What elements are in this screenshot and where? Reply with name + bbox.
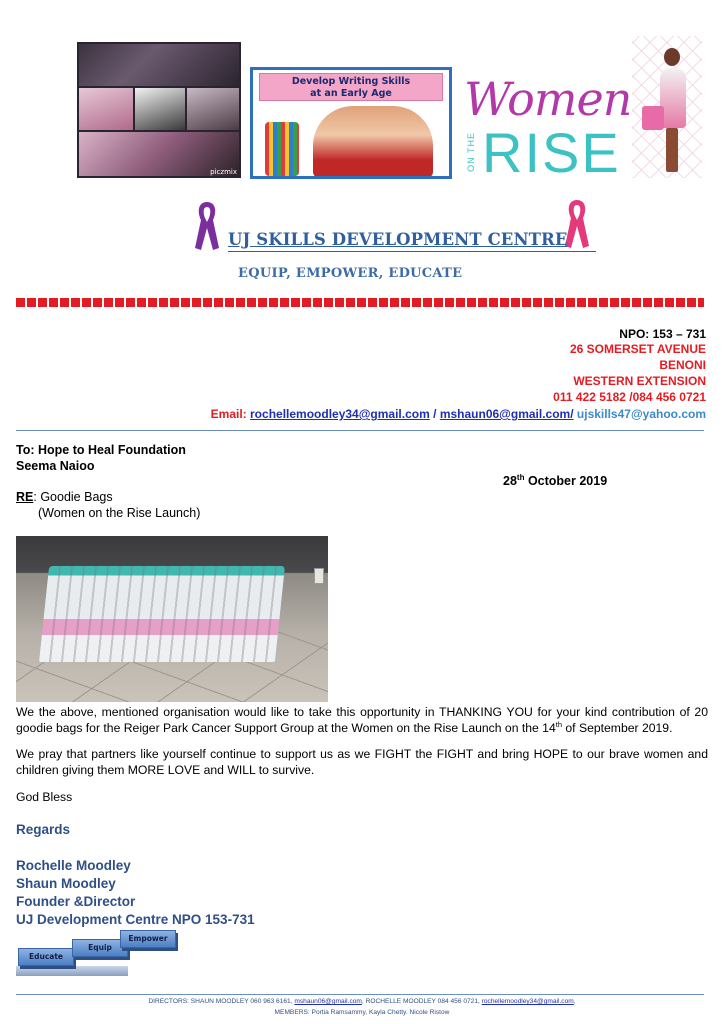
footer-directors xyxy=(0,998,724,1005)
subject-text: : Goodie Bags xyxy=(33,490,113,504)
para1-suffix: th xyxy=(555,719,563,729)
footer-directors-a: DIRECTORS: SHAUN MOODLEY 060 963 6161, xyxy=(148,998,295,1005)
collage-photo xyxy=(187,88,239,130)
collage-photo xyxy=(79,44,239,86)
pencil-cup-illustration xyxy=(265,122,299,176)
logo-on-the-text: ON THE xyxy=(466,132,476,172)
email-label: Email: xyxy=(210,407,247,421)
header-rule xyxy=(16,430,704,431)
shopping-bag-icon xyxy=(642,106,664,130)
footer-directors-b: , ROCHELLE MOODLEY 084 456 0721, xyxy=(361,998,482,1005)
writing-skills-caption xyxy=(259,73,443,101)
collage-photo xyxy=(135,88,185,130)
closing-blessing: God Bless xyxy=(16,790,73,804)
npo-number: NPO: 153 – 731 xyxy=(619,327,706,341)
footer-email-shaun[interactable]: mshaun06@gmail.com xyxy=(294,998,362,1005)
recipient-name: Seema Naioo xyxy=(16,459,95,473)
stairs-base xyxy=(16,966,128,976)
organisation-title: UJ SKILLS DEVELOPMENT CENTRE xyxy=(228,230,568,249)
date-suffix: th xyxy=(516,472,525,482)
collage-photo xyxy=(79,88,133,130)
address-city: BENONI xyxy=(659,358,706,372)
footer-email-rochelle[interactable]: rochellemoodley34@gmail.com xyxy=(481,998,574,1005)
footer-rule xyxy=(16,994,704,995)
signatory-role: Founder &Director xyxy=(16,894,136,909)
address-area: WESTERN EXTENSION xyxy=(573,374,706,388)
writing-caption-line2: at an Early Age xyxy=(310,88,392,99)
step-equip: Equip xyxy=(72,939,128,957)
support-paragraph: We pray that partners like yourself continue to support us as we FIGHT the FIGHT and bring HOPE to our brave women and children giving them MORE LOVE and WILL to survive. xyxy=(16,747,708,777)
title-underline xyxy=(228,251,596,252)
email-link-rochelle[interactable]: rochellemoodley34@gmail.com xyxy=(250,407,430,421)
phone-numbers: 011 422 5182 /084 456 0721 xyxy=(553,390,706,404)
letter-date xyxy=(503,474,607,488)
logo-women-text: Women xyxy=(464,72,632,126)
child-writing-illustration xyxy=(313,106,433,178)
subject-label: RE xyxy=(16,490,34,504)
red-divider-bar xyxy=(16,298,704,307)
step-empower: Empower xyxy=(120,930,176,948)
para1-end: of September 2019. xyxy=(562,720,673,735)
email-ujskills: ujskills47@yahoo.com xyxy=(576,407,706,421)
writing-skills-image xyxy=(250,67,452,179)
subject-subline: (Women on the Rise Launch) xyxy=(38,506,201,520)
collage-watermark: piczmix xyxy=(210,168,237,176)
step-educate: Educate xyxy=(18,948,74,966)
footer-directors-c: , xyxy=(573,998,576,1005)
signatory-shaun: Shaun Moodley xyxy=(16,876,116,891)
signatory-rochelle: Rochelle Moodley xyxy=(16,858,131,873)
women-on-the-rise-logo xyxy=(464,70,632,184)
email-separator: / xyxy=(433,407,437,421)
email-line xyxy=(211,407,706,421)
date-rest: October 2019 xyxy=(524,474,608,488)
address-street: 26 SOMERSET AVENUE xyxy=(569,342,706,356)
regards-label: Regards xyxy=(16,822,71,837)
logo-rise-text: RISE xyxy=(482,121,621,184)
signatory-organisation: UJ Development Centre NPO 153-731 xyxy=(16,912,255,927)
educate-equip-empower-stairs-logo xyxy=(16,930,176,978)
graduation-photo-collage xyxy=(77,42,241,178)
fashion-lady-illustration xyxy=(632,36,702,178)
subject-line xyxy=(16,490,113,504)
goodie-bags-rows xyxy=(39,566,285,662)
wall-socket xyxy=(314,568,324,584)
para1-main: We the above, mentioned organisation would like to take this opportunity in THANKING YOU for your kind contribution of 20 goodie bags for the Reiger Park Cancer Support Group at the Women on the Rise Launch on the 14 xyxy=(16,705,708,735)
organisation-tagline: EQUIP, EMPOWER, EDUCATE xyxy=(238,266,463,281)
footer-members: MEMBERS: Portia Ramsammy, Kayla Chetty. Nicole Ristow xyxy=(274,1009,450,1016)
recipient-organisation: To: Hope to Heal Foundation xyxy=(16,443,186,457)
goodie-bags-photo xyxy=(16,536,328,702)
email-link-shaun[interactable]: mshaun06@gmail.com/ xyxy=(439,407,574,421)
thank-you-paragraph xyxy=(16,705,708,736)
purple-awareness-ribbon-icon xyxy=(192,198,222,252)
lady-legs xyxy=(666,128,678,172)
lady-head xyxy=(664,48,680,66)
date-day: 28 xyxy=(503,474,517,488)
writing-caption-line1: Develop Writing Skills xyxy=(291,76,411,87)
